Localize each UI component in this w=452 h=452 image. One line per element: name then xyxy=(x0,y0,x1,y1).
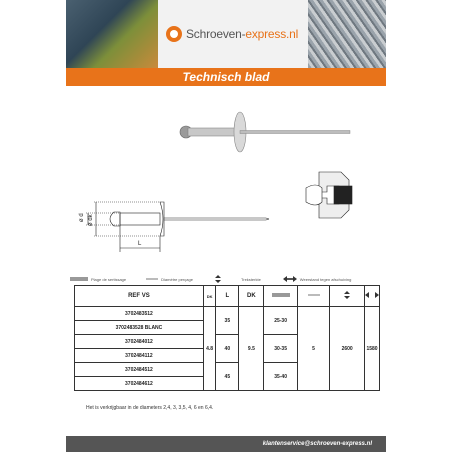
table-row: 3702483528 BLANC xyxy=(75,321,380,335)
header-banner xyxy=(66,0,386,68)
technical-sheet xyxy=(66,0,386,452)
table-row: 3702484512 45 35-40 xyxy=(75,363,380,377)
drill-icon xyxy=(146,276,158,282)
tensile-icon xyxy=(215,275,221,283)
shear-icon xyxy=(365,292,379,298)
dk-cell: 9.5 xyxy=(239,307,264,391)
col-tensile xyxy=(330,286,365,307)
legend-item: Weerstand tegen afschuiving xyxy=(299,276,352,282)
footer-bar xyxy=(66,436,386,452)
table-header-row xyxy=(75,286,380,307)
table-row: 3702483512 4.8 35 9.5 25-30 5 2600 1580 xyxy=(75,307,380,321)
diameter-cell: 4.8 xyxy=(203,307,215,391)
col-l: L xyxy=(216,286,239,307)
dim-d-label: ø d xyxy=(79,213,85,222)
rivet-drawing xyxy=(66,92,386,272)
table-row: 3702484112 xyxy=(75,349,380,363)
legend-item: Diamètre perçage xyxy=(161,276,193,282)
tensile-cell: 2600 xyxy=(330,307,365,391)
rivet-photo xyxy=(180,112,350,152)
tools-photo xyxy=(66,0,158,68)
rivet-line-drawing xyxy=(86,202,269,252)
footer-email-link[interactable]: klantenservice@schroeven-express.nl xyxy=(262,441,372,447)
col-dk: DK xyxy=(203,286,215,307)
spec-table xyxy=(74,285,380,391)
drill-cell: 5 xyxy=(297,307,330,391)
col-range xyxy=(264,286,297,307)
col-ref: REF VS xyxy=(75,286,204,307)
rivet-cross-section xyxy=(306,172,352,218)
range-icon xyxy=(70,276,88,282)
col-shear xyxy=(365,286,380,307)
legend-item: Treksterkte xyxy=(240,276,261,282)
legend-item: Plage de sertissage xyxy=(91,276,127,282)
col-drill xyxy=(297,286,330,307)
screws-photo xyxy=(308,0,386,68)
dim-dk-label: ø dk xyxy=(88,214,94,226)
logo-icon xyxy=(166,26,182,42)
brand-logo[interactable] xyxy=(166,24,298,44)
shear-icon xyxy=(283,276,297,282)
drill-icon xyxy=(308,292,320,298)
brand-name: Schroeven-express.nl xyxy=(186,27,299,41)
page-title: Technisch blad xyxy=(66,68,386,86)
availability-note: Het is verkrijgbaar in de diameters 2,4, 3, 3,5, 4, 6 en 6,4. xyxy=(86,405,214,411)
dim-l-label: L xyxy=(138,241,142,247)
range-icon xyxy=(272,292,290,298)
col-dk2: DK xyxy=(239,286,264,307)
shear-cell: 1580 xyxy=(365,307,380,391)
table-row: 3702484612 xyxy=(75,377,380,391)
table-row: 3702484012 40 30-35 xyxy=(75,335,380,349)
tensile-icon xyxy=(340,291,354,299)
legend-strip xyxy=(70,273,386,285)
